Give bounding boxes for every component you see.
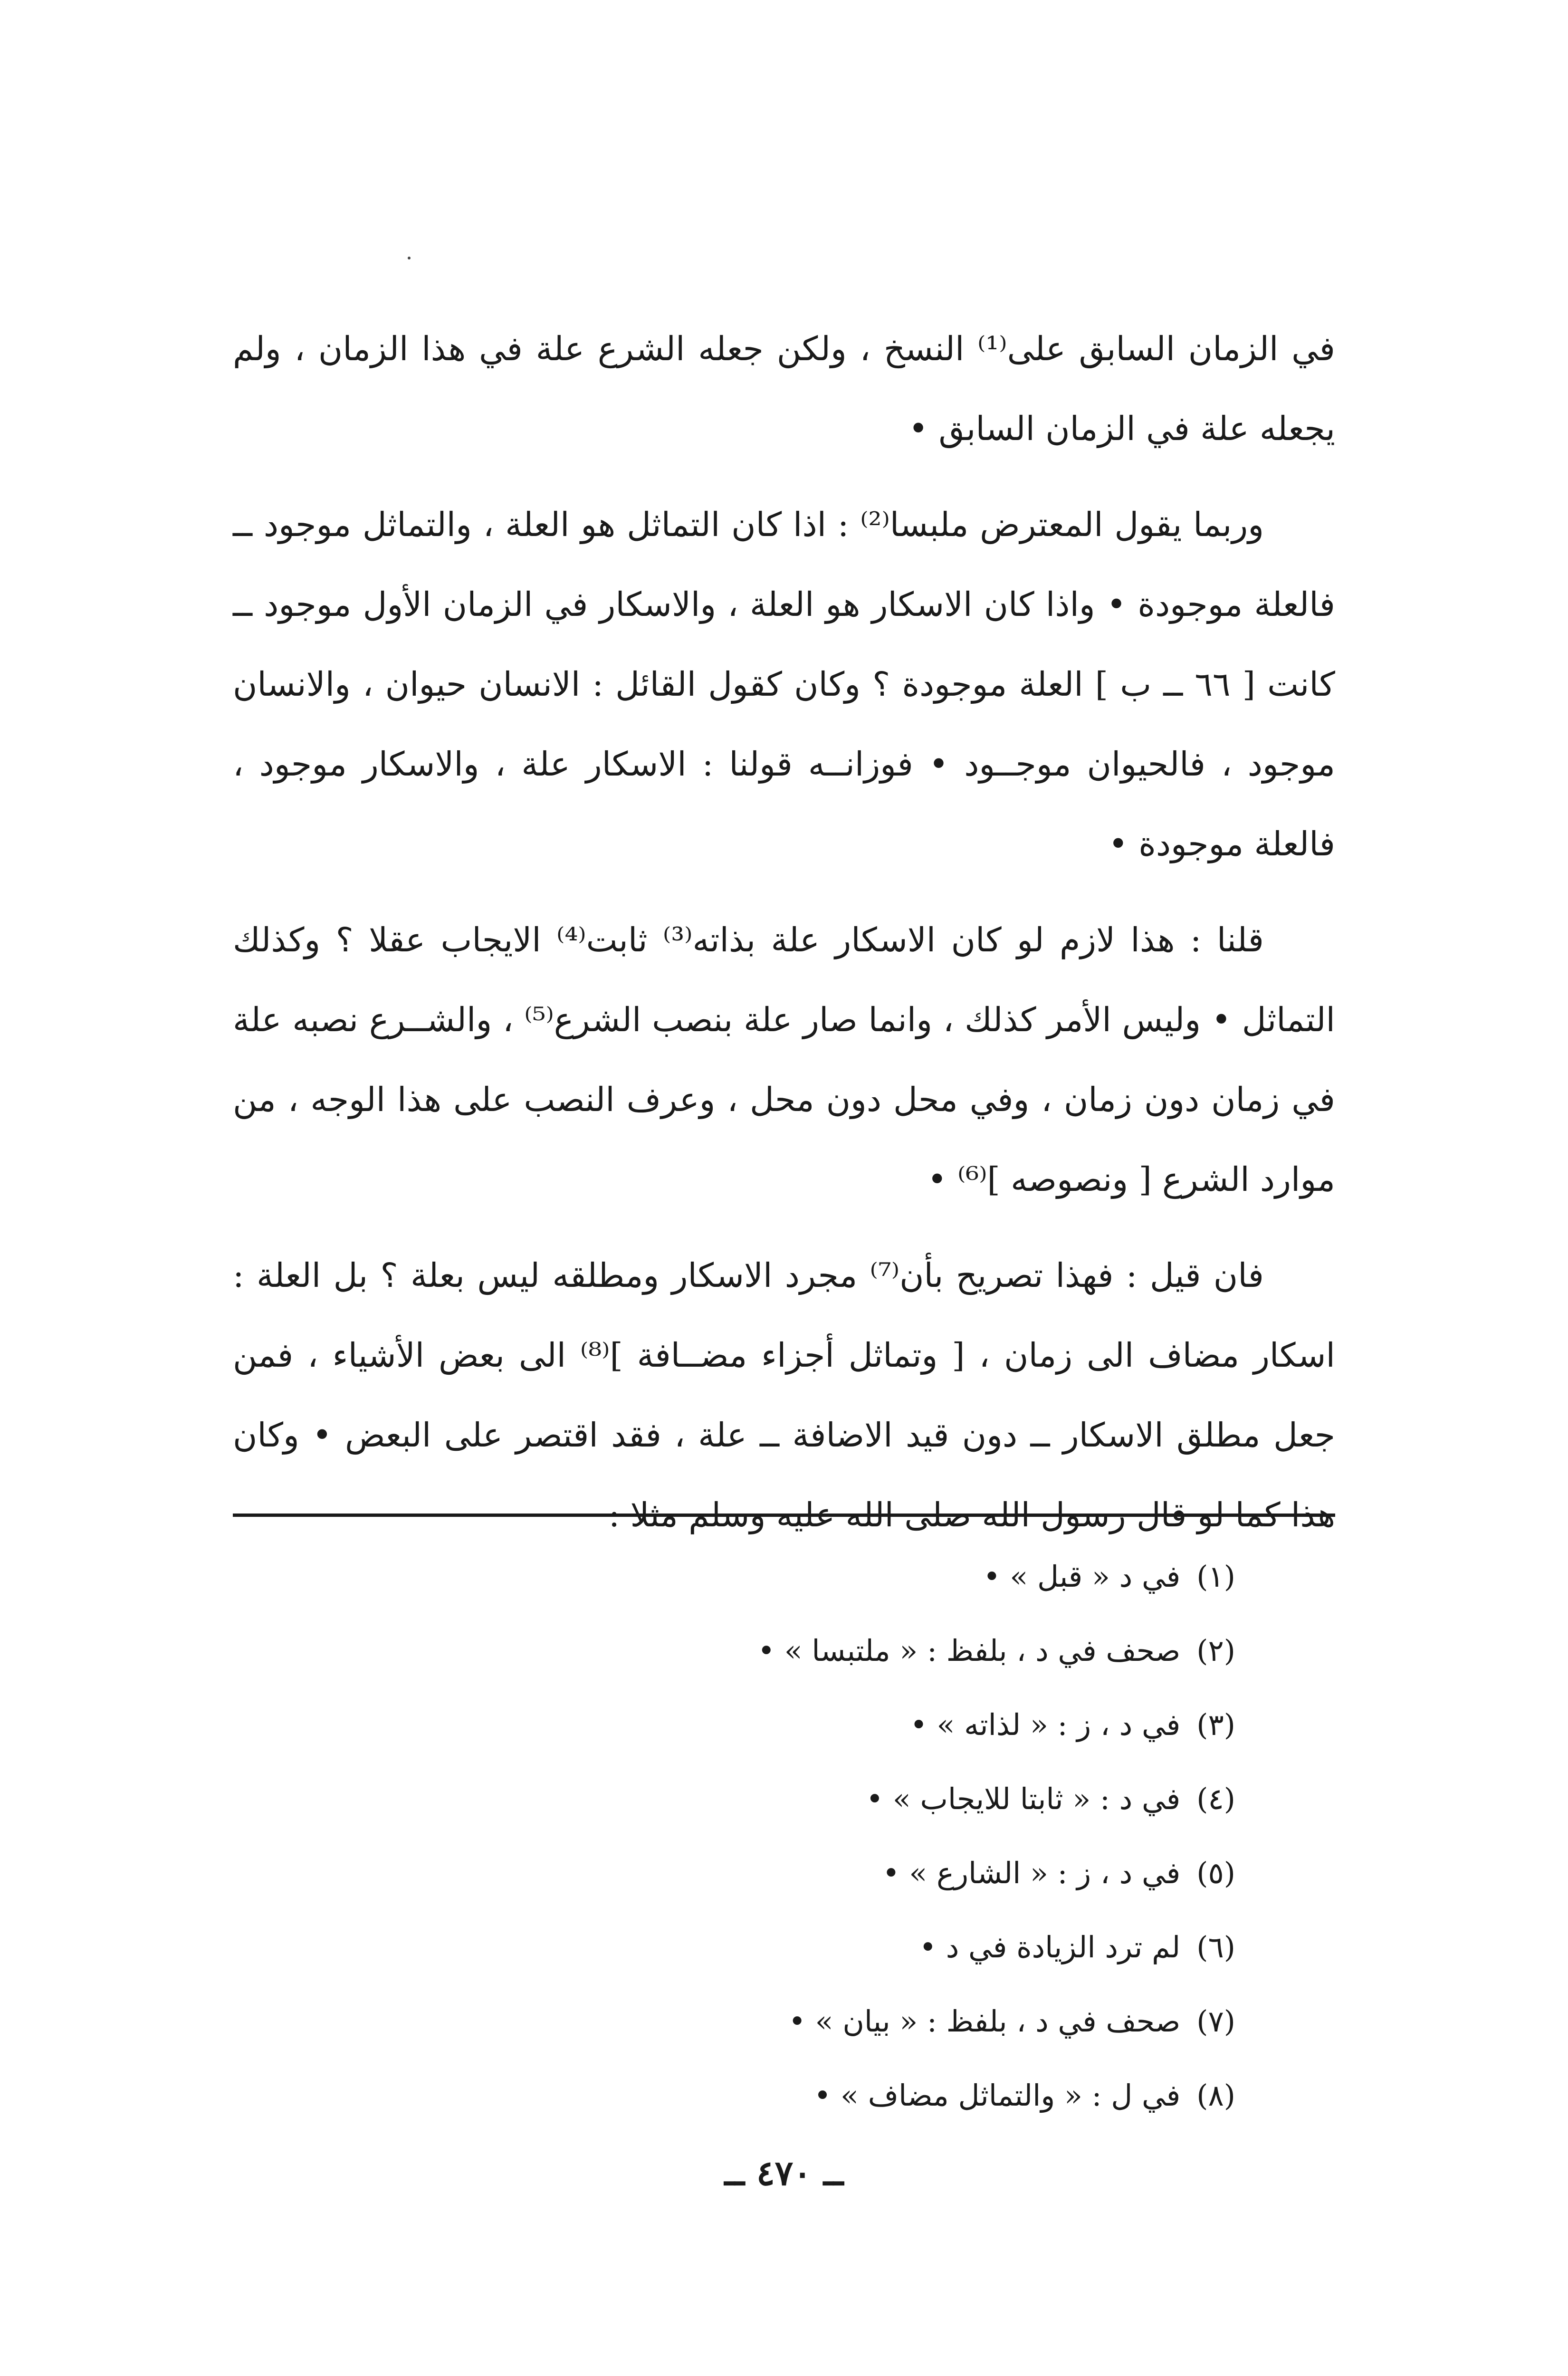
footnote-divider <box>233 1514 1335 1517</box>
footnote-text: في د « قبل » • <box>983 1559 1181 1594</box>
footnote-text: في د ، ز : « لذاته » • <box>910 1707 1181 1742</box>
page-number: ــ ٤٧٠ ــ <box>724 2153 844 2193</box>
paragraph-3: قلنا : هذا لازم لو كان الاسكار علة بذاته⁽³⁾ ثابت⁽⁴⁾ الايجاب عقلا ؟ وكذلك التماثل • وليس الأمر كذلك ، وانما صار علة بنصب الشرع⁽⁵⁾ ، والشــرع نصبه علة في زمان دون زمان ، وفي محل دون محل ، وعرف النصب على هذا الوجه ، من موارد الشرع [ ونصوصه ]⁽⁶⁾ • <box>233 920 1336 1199</box>
footnote-number: (٨) <box>1196 2078 1235 2113</box>
footnote-item <box>380 1614 1235 1688</box>
paragraph-1: في الزمان السابق على⁽¹⁾ النسخ ، ولكن جعله الشرع علة في هذا الزمان ، ولم يجعله علة في الزمان السابق • <box>233 329 1335 448</box>
footnote-item <box>380 1540 1235 1614</box>
footnote-item <box>380 1688 1235 1762</box>
footnote-text: لم ترد الزيادة في د • <box>919 1930 1181 1964</box>
footnote-text: صحف في د ، بلفظ : « بيان » • <box>788 2004 1181 2039</box>
footnote-item <box>380 1762 1235 1836</box>
footnote-item <box>380 1984 1235 2059</box>
footnote-number: (٤) <box>1196 1782 1235 1816</box>
footnote-number: (٦) <box>1196 1930 1235 1964</box>
paragraph-4: فان قيل : فهذا تصريح بأن⁽⁷⁾ مجرد الاسكار ومطلقه ليس بعلة ؟ بل العلة : اسكار مضاف الى زمان ، [ وتماثل أجزاء مضــافة ]⁽⁸⁾ الى بعض الأشياء ، فمن جعل مطلق الاسكار ــ دون قيد الاضافة ــ علة ، فقد اقتصر على البعض • وكان هذا كما لو قال رسول الله صلى الله عليه وسلم مثلا : <box>233 1256 1335 1534</box>
footnote-number: (٧) <box>1196 2004 1235 2039</box>
footnote-item <box>380 2059 1235 2133</box>
footnote-number: (٥) <box>1196 1856 1235 1890</box>
footnote-text: في د ، ز : « الشارع » • <box>882 1856 1181 1890</box>
footnote-number: (٣) <box>1196 1707 1235 1742</box>
footnote-text: في د : « ثابتا للايجاب » • <box>866 1782 1181 1816</box>
scan-speck <box>408 257 411 259</box>
paragraph-2: وربما يقول المعترض ملبسا⁽²⁾ : اذا كان التماثل هو العلة ، والتماثل موجود ــ فالعلة موجودة • واذا كان الاسكار هو العلة ، والاسكار في الزمان الأول موجود ــ كانت [ ٦٦ ــ ب ] العلة موجودة ؟ وكان كقول القائل : الانسان حيوان ، والانسان موجود ، فالحيوان موجــود • فوزانــه قولنا : الاسكار علة ، والاسكار موجود ، فالعلة موجودة • <box>233 505 1336 863</box>
footnote-item <box>380 1836 1235 1910</box>
footnote-text: صحف في د ، بلفظ : « ملتبسا » • <box>757 1633 1181 1668</box>
footnotes-list <box>380 1540 1235 2133</box>
footnote-text: في ل : « والتماثل مضاف » • <box>813 2078 1181 2113</box>
footnote-item <box>380 1910 1235 1984</box>
footnote-number: (٢) <box>1196 1633 1235 1668</box>
main-text <box>233 309 1335 1571</box>
footnote-number: (١) <box>1196 1559 1235 1594</box>
